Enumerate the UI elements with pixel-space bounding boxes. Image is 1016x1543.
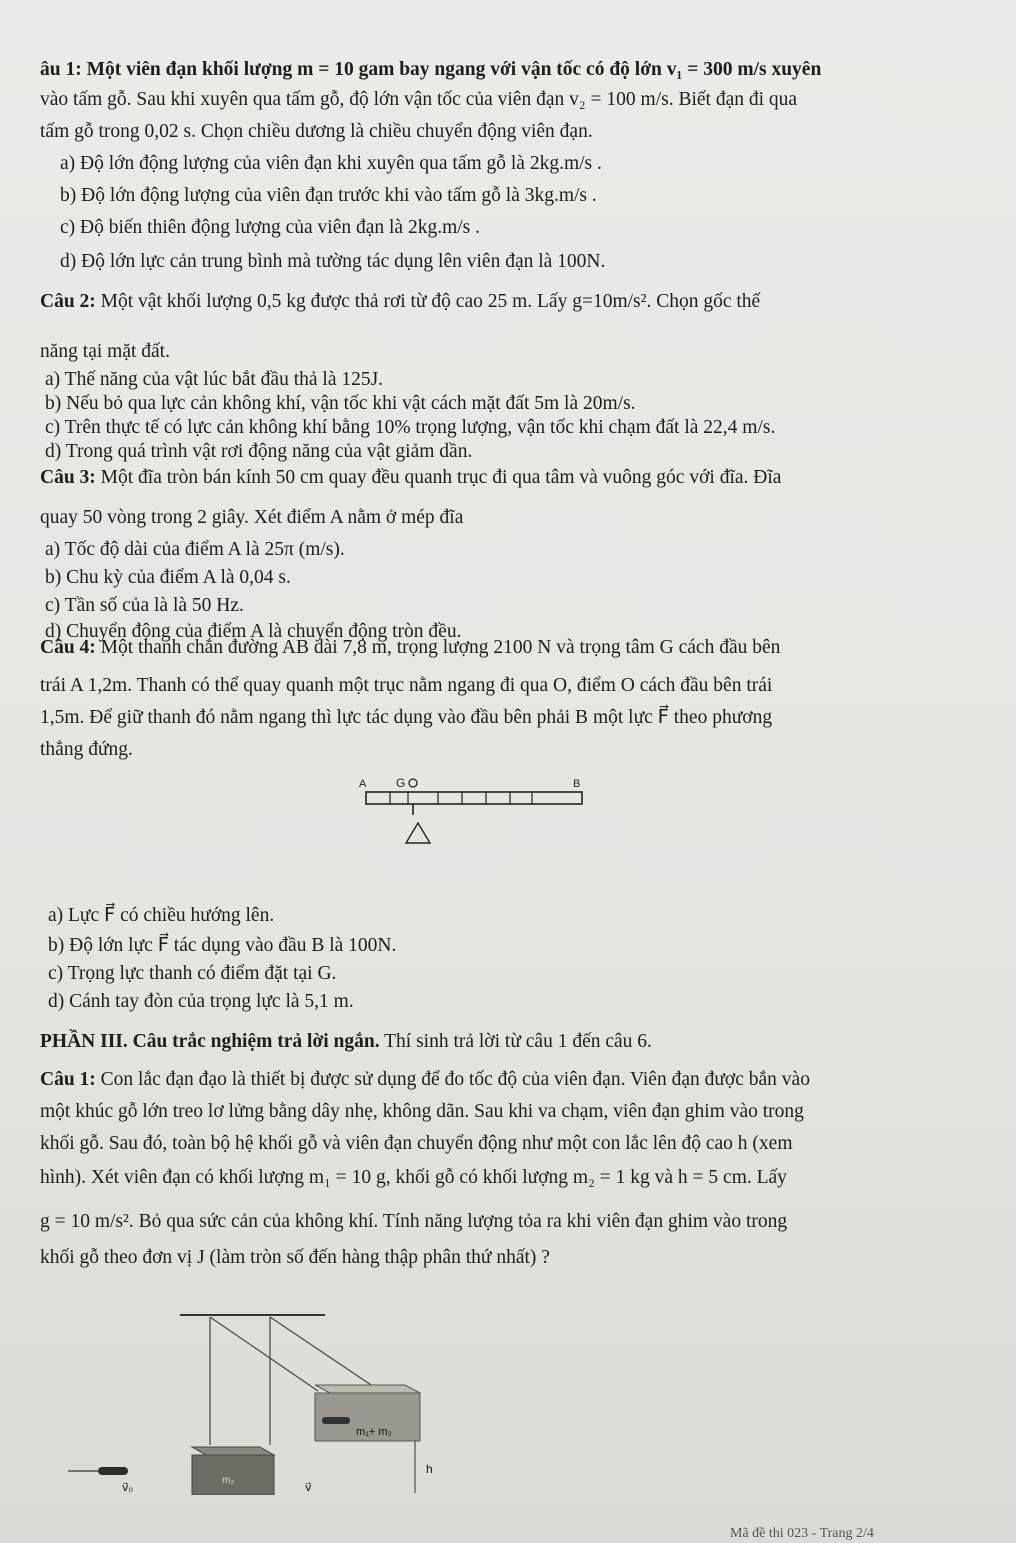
support-triangle — [406, 823, 430, 843]
q1-option-d: d) Độ lớn lực cản trung bình mà tường tác dụng lên viên đạn là 100N. — [60, 251, 606, 272]
q1-line-1 — [40, 58, 821, 82]
page-footer: Mã đề thi 023 - Trang 2/4 — [730, 1526, 874, 1541]
q4-option-d: d) Cánh tay đòn của trọng lực là 5,1 m. — [48, 991, 354, 1012]
q1-option-b: b) Độ lớn động lượng của viên đạn trước khi vào tấm gỗ là 3kg.m/s . — [60, 185, 597, 206]
q4-line-1 — [40, 636, 780, 660]
q4-option-c: c) Trọng lực thanh có điểm đặt tại G. — [48, 963, 337, 984]
q1-option-a: a) Độ lớn động lượng của viên đạn khi xuyên qua tấm gỗ là 2kg.m/s . — [60, 153, 602, 174]
p3q1-line-6: khối gỗ theo đơn vị J (làm tròn số đến hàng thập phân thứ nhất) ? — [40, 1247, 550, 1268]
part3-instructions: Thí sinh trả lời từ câu 1 đến câu 6. — [379, 1031, 652, 1052]
q3-line-1 — [40, 466, 781, 490]
q1-text-1: âu 1: Một viên đạn khối lượng m = 10 gam bay ngang với vận tốc có độ lớn v₁ = 300 m/s xuyên — [40, 59, 822, 80]
q4-line-4: thẳng đứng. — [40, 739, 133, 760]
q2-line-1 — [40, 290, 760, 314]
q4-option-b: b) Độ lớn lực F⃗ tác dụng vào đầu B là 100N. — [48, 935, 397, 956]
p3q1-line-4: hình). Xét viên đạn có khối lượng m₁ = 10 g, khối gỗ có khối lượng m₂ = 1 kg và h = 5 cm. Lấy — [40, 1167, 787, 1188]
embedded-bullet — [322, 1417, 350, 1424]
q3-option-b: b) Chu kỳ của điểm A là 0,04 s. — [45, 567, 291, 588]
q4-option-a: a) Lực F⃗ có chiều hướng lên. — [48, 905, 275, 926]
q3-option-d: d) Chuyển động của điểm A là chuyển động tròn đều. — [45, 621, 462, 642]
label-b: B — [573, 778, 581, 790]
label-m1-m2: m₁+ m₂ — [356, 1426, 392, 1438]
q3-text-1: Một đĩa tròn bán kính 50 cm quay đều quanh trục đi qua tâm và vuông góc với đĩa. Đĩa — [95, 467, 782, 488]
q4-label: Câu 4: — [40, 637, 96, 658]
q1-option-c: c) Độ biến thiên động lượng của viên đạn là 2kg.m/s . — [60, 217, 481, 238]
q3-option-c: c) Tần số của là là 50 Hz. — [45, 595, 244, 616]
q4-text-1: Một thanh chắn đường AB dài 7,8 m, trọng lượng 2100 N và trọng tâm G cách đầu bên — [95, 637, 781, 658]
q4-line-3: 1,5m. Để giữ thanh đó nằm ngang thì lực tác dụng vào đầu bên phải B một lực F⃗ theo phương — [40, 707, 773, 728]
bullet-icon — [98, 1467, 128, 1475]
part3-heading — [40, 1030, 652, 1054]
ballistic-pendulum-diagram — [60, 1305, 500, 1495]
label-m2: m₂ — [222, 1475, 235, 1486]
swung-block-top — [315, 1385, 420, 1393]
q3-option-a: a) Tốc độ dài của điểm A là 25π (m/s). — [45, 539, 345, 560]
q4-line-2: trái A 1,2m. Thanh có thể quay quanh một trục nằm ngang đi qua O, điểm O cách đầu bên trái — [40, 675, 773, 696]
label-v0: v⃗₀ — [122, 1482, 134, 1494]
q2-option-b: b) Nếu bỏ qua lực cản không khí, vận tốc khi vật cách mặt đất 5m là 20m/s. — [45, 393, 636, 414]
q2-label: Câu 2: — [40, 291, 96, 312]
p3q1-text-1: Con lắc đạn đạo là thiết bị được sử dụng để đo tốc độ của viên đạn. Viên đạn được bắn vào — [95, 1069, 810, 1090]
barrier-bar — [366, 792, 582, 804]
p3q1-line-3: khối gỗ. Sau đó, toàn bộ hệ khối gỗ và viên đạn chuyển động như một con lắc lên độ cao h (xem — [40, 1133, 793, 1154]
q2-option-c: c) Trên thực tế có lực cản không khí bằng 10% trọng lượng, vận tốc khi chạm đất là 22,4 m/s. — [45, 417, 776, 438]
p3q1-line-5: g = 10 m/s². Bỏ qua sức cản của không khí. Tính năng lượng tỏa ra khi viên đạn ghim vào trong — [40, 1211, 788, 1232]
q2-option-a: a) Thế năng của vật lúc bắt đầu thả là 125J. — [45, 369, 384, 390]
q1-line-2: vào tấm gỗ. Sau khi xuyên qua tấm gỗ, độ lớn vận tốc của viên đạn v₂ = 100 m/s. Biết đạn đi qua — [40, 89, 798, 110]
barrier-diagram — [350, 775, 610, 865]
label-h: h — [426, 1462, 433, 1476]
rest-block-top — [192, 1447, 274, 1455]
p3q1-line-2: một khúc gỗ lớn treo lơ lửng bằng dây nhẹ, không dãn. Sau khi va chạm, viên đạn ghim vào trong — [40, 1101, 804, 1122]
pivot-circle — [409, 779, 417, 787]
q2-text-1: Một vật khối lượng 0,5 kg được thả rơi từ độ cao 25 m. Lấy g=10m/s². Chọn gốc thế — [95, 291, 761, 312]
p3q1-label: Câu 1: — [40, 1069, 96, 1090]
label-v: v⃗ — [305, 1482, 312, 1494]
q2-line-2: năng tại mặt đất. — [40, 341, 170, 362]
q3-label: Câu 3: — [40, 467, 96, 488]
label-g: G — [396, 776, 406, 790]
p3q1-line-1 — [40, 1068, 810, 1092]
label-a: A — [359, 778, 367, 790]
string-left-swung — [210, 1317, 318, 1391]
q3-line-2: quay 50 vòng trong 2 giây. Xét điểm A nằm ở mép đĩa — [40, 507, 464, 528]
q2-option-d: d) Trong quá trình vật rơi động năng của vật giảm dần. — [45, 441, 473, 462]
q1-line-3: tấm gỗ trong 0,02 s. Chọn chiều dương là chiều chuyển động viên đạn. — [40, 121, 593, 142]
string-right-swung — [270, 1317, 380, 1391]
part3-label: PHẦN III. Câu trắc nghiệm trả lời ngắn. — [40, 1031, 380, 1052]
bar-stripes — [390, 792, 532, 804]
